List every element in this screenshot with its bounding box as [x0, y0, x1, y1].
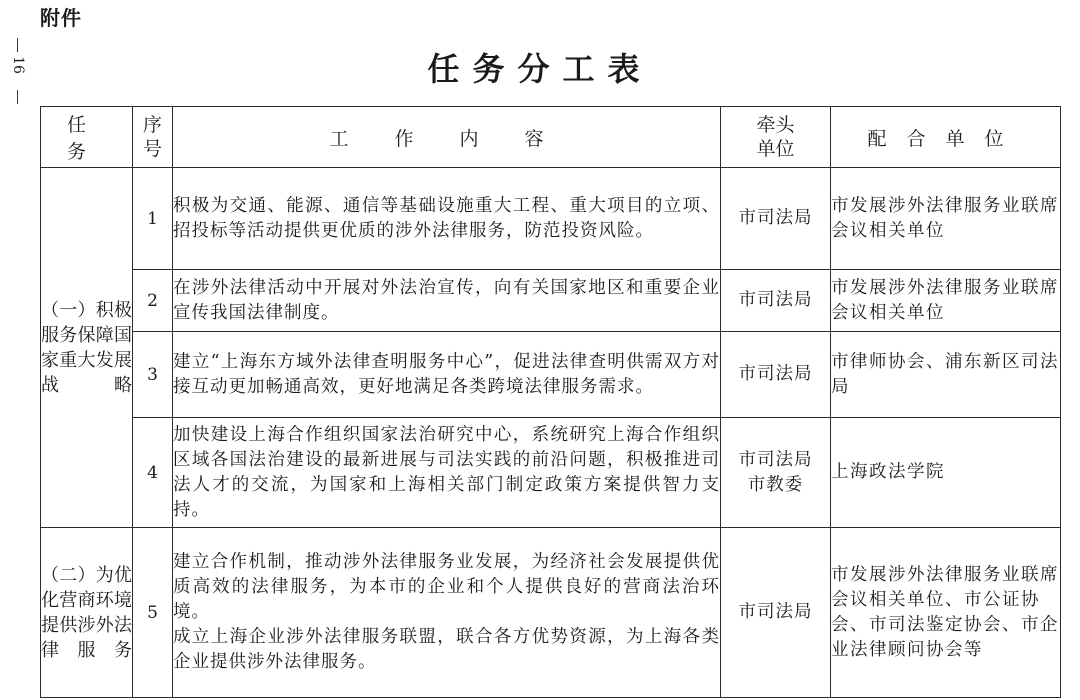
page-title: 任务分工表 [427, 50, 653, 88]
header-lead [721, 107, 831, 168]
coop-unit-cell: 市发展涉外法律服务业联席会议相关单位 [831, 270, 1061, 332]
content-cell: 建立合作机制，推动涉外法律服务业发展，为经济社会发展提供优质高效的法律服务，为本市的企业和个人提供良好的营商法治环境。 成立上海企业涉外法律服务联盟，联合各方优势资源，为上海各类企业提供涉外法律服务。 [173, 528, 721, 698]
lead-unit-cell: 市司法局 [721, 270, 831, 332]
seq-cell: 1 [133, 168, 173, 270]
table-header-row [41, 107, 1061, 168]
task-cell-1 [41, 168, 133, 528]
header-task: 任 务 [41, 107, 133, 168]
seq-cell: 3 [133, 332, 173, 418]
header-seq [133, 107, 173, 168]
task-text-1: （一）积极服务保障国家重大发展战略 [41, 299, 132, 396]
seq-cell: 5 [133, 528, 173, 698]
seq-cell: 2 [133, 270, 173, 332]
table-row [41, 418, 1061, 528]
table-row [41, 270, 1061, 332]
task-cell-2 [41, 528, 133, 698]
lead-unit-cell: 市司法局 [721, 528, 831, 698]
header-coop: 配合单位 [831, 107, 1061, 168]
table-row [41, 528, 1061, 698]
page-number: 16 [10, 56, 26, 74]
task-division-table [40, 106, 1061, 698]
table-row [41, 168, 1061, 270]
lead-unit-cell: 市司法局 [721, 168, 831, 270]
attachment-label: 附件 [40, 6, 82, 30]
content-cell: 建立“上海东方域外法律查明服务中心”，促进法律查明供需双方对接互动更加畅通高效，更好地满足各类跨境法律服务需求。 [173, 332, 721, 418]
coop-unit-cell: 上海政法学院 [831, 418, 1061, 528]
content-cell: 加快建设上海合作组织国家法治研究中心，系统研究上海合作组织区域各国法治建设的最新进展与司法实践的前沿问题，积极推进司法人才的交流，为国家和上海相关部门制定政策方案提供智力支持。 [173, 418, 721, 528]
seq-cell: 4 [133, 418, 173, 528]
header-lead-text: 牵头单位 [756, 114, 795, 160]
table-row [41, 332, 1061, 418]
header-content: 工 作 内 容 [173, 107, 721, 168]
lead-unit-cell: 市司法局 [721, 332, 831, 418]
coop-unit-cell: 市发展涉外法律服务业联席会议相关单位 [831, 168, 1061, 270]
lead-unit-cell: 市司法局 市教委 [721, 418, 831, 528]
coop-unit-cell: 市发展涉外法律服务业联席会议相关单位、市公证协会、市司法鉴定协会、市企业法律顾问协会等 [831, 528, 1061, 698]
header-seq-text: 序号 [142, 114, 162, 160]
task-text-2: （二）为优化营商环境提供涉外法律服务 [41, 564, 132, 661]
content-cell: 在涉外法律活动中开展对外法治宣传，向有关国家地区和重要企业宣传我国法律制度。 [173, 270, 721, 332]
content-cell: 积极为交通、能源、通信等基础设施重大工程、重大项目的立项、招投标等活动提供更优质的涉外法律服务，防范投资风险。 [173, 168, 721, 270]
coop-unit-cell: 市律师协会、浦东新区司法局 [831, 332, 1061, 418]
